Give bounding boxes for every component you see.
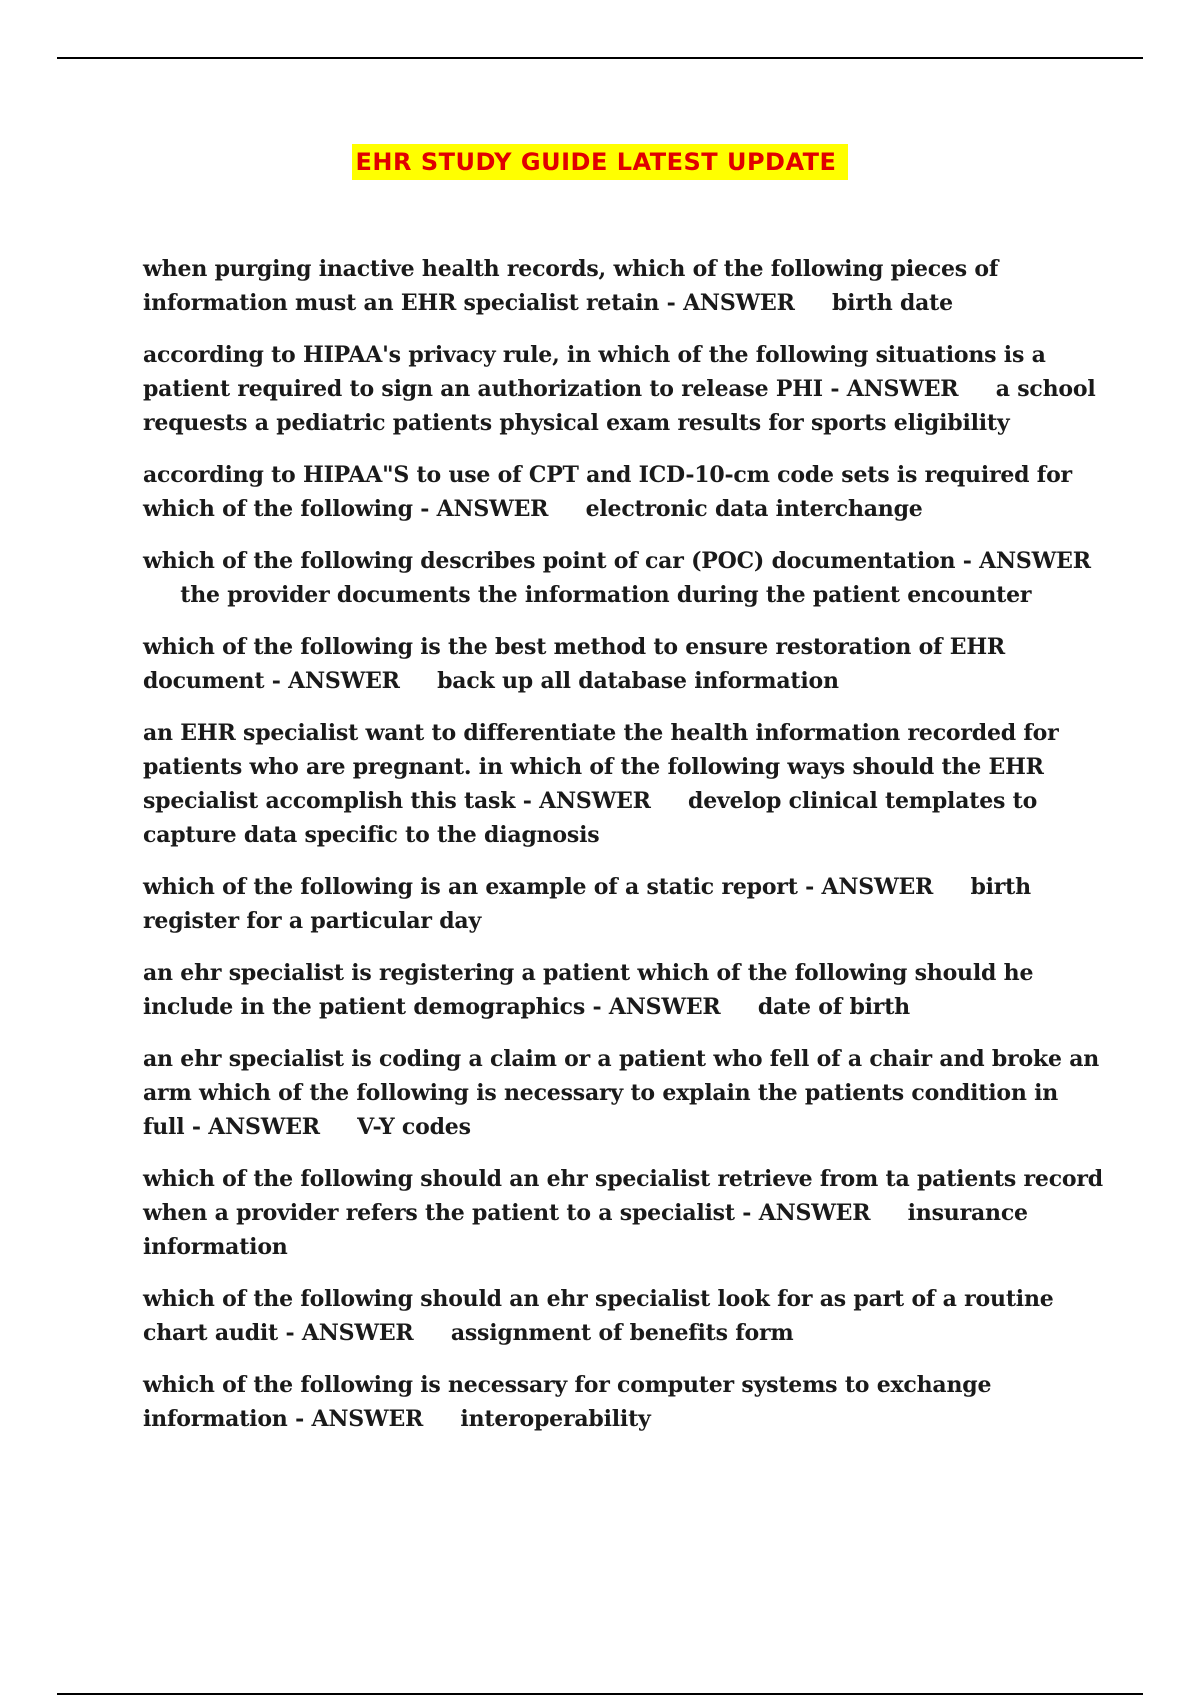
question-text: which of the following should an ehr specialist look for as part of a routine chart audit (143, 1286, 1054, 1346)
answer-marker: ANSWER (436, 496, 549, 522)
qa-item: which of the following should an ehr specialist look for as part of a routine chart audit - ANSWER assignment of benefits form (143, 1286, 1054, 1346)
answer-marker: ANSWER (301, 1320, 414, 1346)
question-text: according to HIPAA"S to use of CPT and ICD-10-cm code sets is required for which of the following (143, 462, 1072, 522)
answer-text: the provider documents the information during the patient encounter (180, 582, 1032, 608)
qa-item: when purging inactive health records, which of the following pieces of information must an EHR specialist retain - ANSWER birth date (143, 256, 999, 316)
document-title: EHR STUDY GUIDE LATEST UPDATE (352, 144, 849, 180)
qa-item: an ehr specialist is coding a claim or a patient who fell of a chair and broke an arm which of the following is necessary to explain the patients condition in full - ANSWER V-Y codes (143, 1046, 1100, 1140)
question-text: an ehr specialist is coding a claim or a patient who fell of a chair and broke an arm which of the following is necessary to explain the patients condition in full (143, 1046, 1100, 1140)
question-text: which of the following is the best method to ensure restoration of EHR document (143, 634, 1006, 694)
answer-text: back up all database information (437, 668, 839, 694)
answer-marker: ANSWER (683, 290, 795, 316)
question-text: when purging inactive health records, which of the following pieces of information must an EHR specialist retain (143, 256, 999, 316)
qa-item: according to HIPAA"S to use of CPT and ICD-10-cm code sets is required for which of the following - ANSWER electronic data interchange (143, 462, 1072, 522)
answer-text: birth date (832, 290, 953, 316)
top-rule (57, 57, 1143, 59)
qa-item: which of the following describes point of car (POC) documentation - ANSWER the provider documents the information during the patient encounter (143, 548, 1091, 608)
qa-item: which of the following is necessary for computer systems to exchange information - ANSWER interoperability (143, 1372, 992, 1432)
answer-text: develop clinical templates to capture data specific to the diagnosis (143, 788, 1038, 848)
answer-marker: ANSWER (979, 548, 1091, 574)
qa-item: according to HIPAA's privacy rule, in which of the following situations is a patient required to sign an authorization to release PHI - ANSWER a school requests a pediatric patients physical exam results for sports eligibility (143, 342, 1096, 436)
question-text: according to HIPAA's privacy rule, in which of the following situations is a patient required to sign an authorization to release PHI (143, 342, 1046, 402)
title-wrap (0, 144, 1200, 180)
bottom-rule (57, 1693, 1143, 1695)
answer-marker: ANSWER (821, 874, 934, 900)
answer-marker: ANSWER (288, 668, 400, 694)
qa-item: which of the following should an ehr specialist retrieve from ta patients record when a provider refers the patient to a specialist - ANSWER insurance information (143, 1166, 1103, 1260)
qa-item: which of the following is the best method to ensure restoration of EHR document - ANSWER back up all database information (143, 634, 1006, 694)
answer-text: insurance information (143, 1200, 1028, 1260)
qa-list (143, 252, 1103, 1454)
answer-text: assignment of benefits form (450, 1320, 794, 1346)
question-text: which of the following describes point of car (POC) documentation (143, 548, 956, 574)
answer-text: electronic data interchange (585, 496, 923, 522)
answer-text: interoperability (460, 1406, 651, 1432)
question-text: an ehr specialist is registering a patient which of the following should he include in the patient demographics (143, 960, 1034, 1020)
qa-item: an ehr specialist is registering a patient which of the following should he include in the patient demographics - ANSWER date of birth (143, 960, 1034, 1020)
answer-text: date of birth (757, 994, 910, 1020)
answer-marker: ANSWER (539, 788, 651, 814)
answer-marker: ANSWER (758, 1200, 871, 1226)
qa-item: an EHR specialist want to differentiate the health information recorded for patients who are pregnant. in which of the following ways should the EHR specialist accomplish this task - ANSWER develop clinical templates to capture data specific to the diagnosis (143, 720, 1059, 848)
answer-text: birth register for a particular day (143, 874, 1031, 934)
question-text: which of the following is an example of a static report (143, 874, 798, 900)
answer-text: a school requests a pediatric patients physical exam results for sports eligibility (143, 376, 1096, 436)
answer-marker: ANSWER (208, 1114, 320, 1140)
question-text: an EHR specialist want to differentiate the health information recorded for patients who are pregnant. in which of the following ways should the EHR specialist accomplish this task (143, 720, 1059, 814)
answer-text: V-Y codes (357, 1114, 471, 1140)
answer-marker: ANSWER (608, 994, 721, 1020)
answer-marker: ANSWER (311, 1406, 424, 1432)
answer-marker: ANSWER (846, 376, 959, 402)
question-text: which of the following should an ehr specialist retrieve from ta patients record when a provider refers the patient to a specialist (143, 1166, 1103, 1226)
question-text: which of the following is necessary for computer systems to exchange information (143, 1372, 992, 1432)
qa-item: which of the following is an example of a static report - ANSWER birth register for a particular day (143, 874, 1031, 934)
